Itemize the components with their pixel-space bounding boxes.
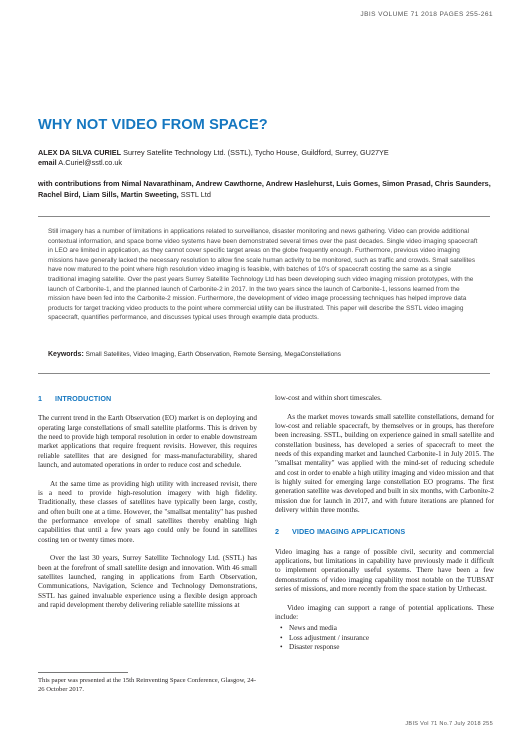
author-name: ALEX DA SILVA CURIEL xyxy=(38,148,122,157)
abstract-bottom-rule xyxy=(38,373,490,374)
author-block xyxy=(38,148,498,168)
list-item: • News and media xyxy=(289,624,494,633)
author-email: A.Curiel@sstl.co.uk xyxy=(56,158,123,167)
abstract-top-rule xyxy=(38,216,490,217)
journal-footer-reference: JBIS Vol 71 No.7 July 2018 255 xyxy=(405,721,493,727)
applications-list xyxy=(275,624,494,652)
keywords xyxy=(48,350,488,359)
intro-paragraph: The current trend in the Earth Observation (EO) market is on deploying and operating large constellations of small satellite platforms. This is driven by the need to provide high temporal resolution in order to enable downstream market applications that require frequent revisits. However, this requires reliable satellites that are designed for mass-manufacturability, shared launch, and automated operations in order to reduce cost and schedule. xyxy=(38,414,257,470)
contributors xyxy=(38,179,493,200)
left-column xyxy=(38,394,257,610)
section-heading-introduction xyxy=(38,394,257,403)
email-label: email xyxy=(38,158,57,167)
footnote: This paper was presented at the 15th Reinventing Space Conference, Glasgow, 24-26 October 2017. xyxy=(38,677,257,693)
author-affiliation: Surrey Satellite Technology Ltd. (SSTL), Tycho House, Guildford, Surrey, GU27YE xyxy=(121,148,389,157)
footnote-rule xyxy=(38,672,128,673)
contributors-list: with contributions from Nimal Navarathinam, Andrew Cawthorne, Andrew Haslehurst, Luis Gomes, Simon Prasad, Chris Saunders, Rachel Bird, Liam Sills, Martin Sweeting, xyxy=(38,179,491,199)
section-number: 1 xyxy=(38,394,43,403)
list-item: • Disaster response xyxy=(289,643,494,652)
right-column xyxy=(275,394,494,653)
email-line xyxy=(38,158,498,168)
intro-paragraph-continuation: low-cost and within short timescales. xyxy=(275,394,382,402)
video-paragraph: Video imaging can support a range of potential applications. These include: xyxy=(275,603,494,622)
keywords-label: Keywords: xyxy=(48,351,84,358)
video-paragraph: Video imaging has a range of possible civil, security and commercial applications, but limitations in capability have previously made it difficult to implement operationally useful systems. There have been a few demonstrations of video imaging capability most notable on the TUBSAT series of missions, and more recently from the space station by Urthecast. xyxy=(275,547,494,594)
paper-title: WHY NOT VIDEO FROM SPACE? xyxy=(38,117,268,133)
abstract: Still imagery has a number of limitations in applications related to surveillance, disaster monitoring and news gathering. Video can provide additional contextual information, and space borne video systems have been demonstrated several times over the past decades. Single video imaging spacecraft in LEO are limited in application, as they cannot cover specific target areas on the globe frequently enough. Furthermore, previous video imaging missions have generally lacked the necessary resolution to allow fine scale human activity to be monitored, such as traffic and crowds. Small satellites have now matured to the point where high resolution video imaging is feasible, with batches of 10's of spacecraft costing the same as a single traditional imaging satellite. Over the past years Surrey Satellite Technology Ltd has been developing such video imaging mission prototypes, with the launch of Carbonite-1, and the planned launch of Carbonite-2 in 2017. In the two years since the launch of Carbonite-1, lessons learned from the mission have been fed into the Carbonite-2 mission. Furthermore, the development of video image processing techniques has helped improve data products for target tracking video products to the point where commercial utility can be illustrated. This paper will describe the SSTL video imaging spacecraft, quantifies performance, and discusses typical uses through example data products. xyxy=(48,228,478,322)
list-item: • Loss adjustment / insurance xyxy=(289,634,494,643)
contributors-org: SSTL Ltd xyxy=(178,189,211,199)
author-line xyxy=(38,148,498,158)
keywords-list: Small Satellites, Video Imaging, Earth Observation, Remote Sensing, MegaConstellations xyxy=(83,351,341,358)
section-number: 2 xyxy=(275,527,280,537)
journal-header-reference: JBIS VOLUME 71 2018 PAGES 255-261 xyxy=(360,11,493,18)
section-title: INTRODUCTION xyxy=(55,394,112,403)
intro-paragraph: Over the last 30 years, Surrey Satellite Technology Ltd. (SSTL) has been at the forefront of small satellite design and innovation. With 46 small satellites launched, ranging in applications from Earth Observation, Communications, Navigation, Science and Technology Demonstrations, SSTL has gained invaluable experience using a flexible design approach and rapid development thereby delivering reliable satellite missions at xyxy=(38,554,257,610)
intro-paragraph: As the market moves towards small satellite constellations, demand for low-cost and reliable spacecraft, by themselves or in groups, has therefore been increasing. SSTL, building on experience gained in small satellite and constellation business, has developed a series of spacecraft to meet the needs of this expanding market and launched Carbonite-1 in July 2015. The "smallsat mentality" was applied with the mind-set of reducing schedule and cost in order to enable a high utility imaging and video mission and that is highly suited for emerging large constellation EO programs. The first generation satellite was developed and built in six months, with Carbonite-2 mission due for launch in 2017, and with future iterations are planned for delivery within three months. xyxy=(275,412,494,515)
section-heading-video-imaging xyxy=(275,527,494,536)
intro-paragraph: At the same time as providing high utility with increased revisit, there is a need to provide high-resolution imagery with high fidelity. Traditionally, these classes of satellites have typically been large, costly, and often built one at a time. However, the "smallsat mentality" has pushed the performance envelope of small satellites thereby enabling high capabilities that until a few years ago could only be found in satellites costing ten or twenty times more. xyxy=(38,479,257,544)
section-title: VIDEO IMAGING APPLICATIONS xyxy=(292,527,406,537)
